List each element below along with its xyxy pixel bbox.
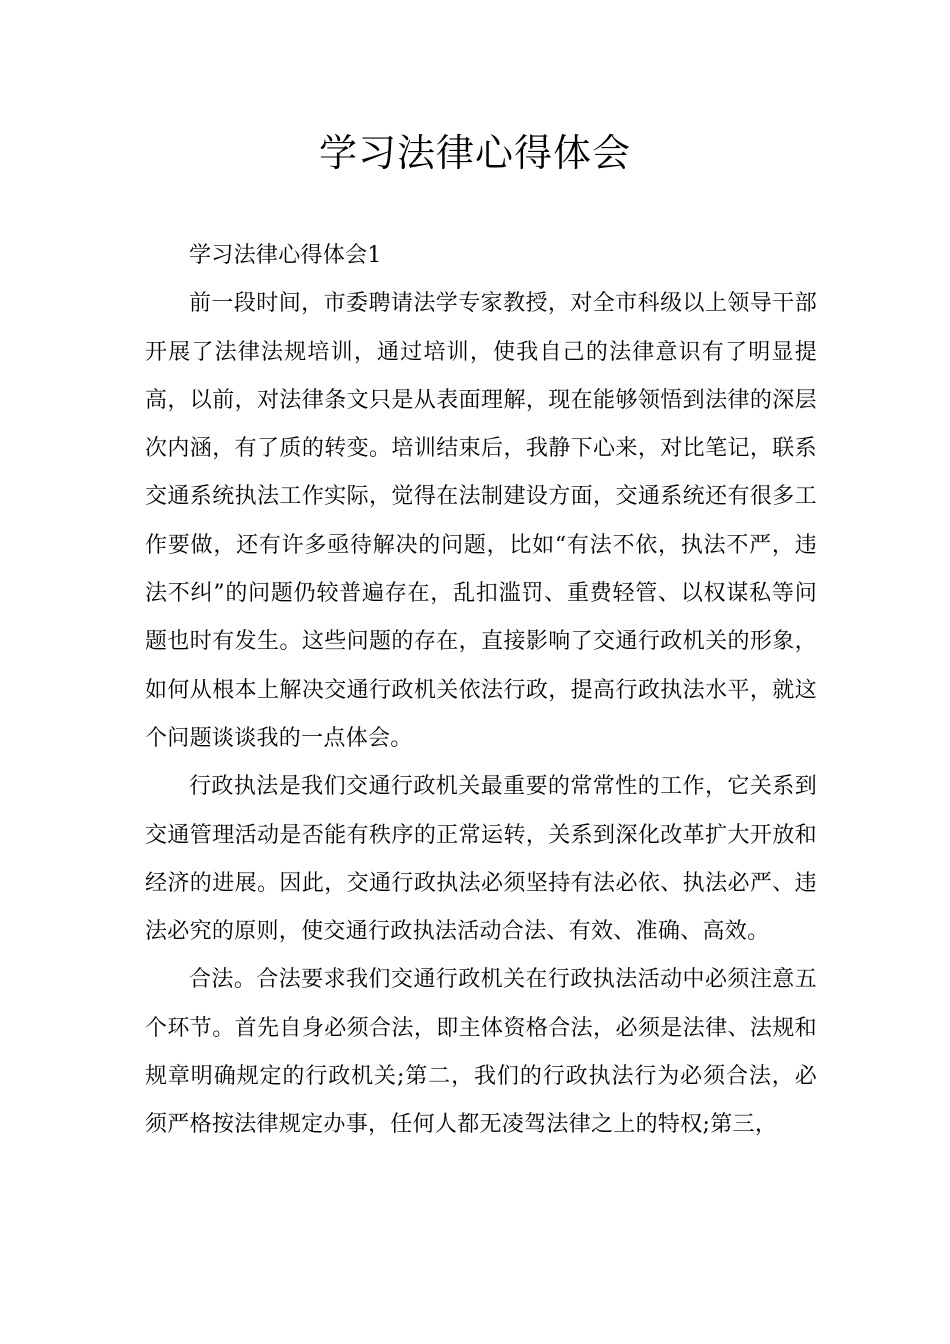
document-body <box>145 232 817 1150</box>
paragraph-1: 前一段时间，市委聘请法学专家教授，对全市科级以上领导干部开展了法律法规培训，通过培训，使我自己的法律意识有了明显提高，以前，对法律条文只是从表面理解，现在能够领悟到法律的深层次内涵，有了质的转变。培训结束后，我静下心来，对比笔记，联系交通系统执法工作实际，觉得在法制建设方面，交通系统还有很多工作要做，还有许多亟待解决的问题，比如“有法不依，执法不严，违法不纠”的问题仍较普遍存在，乱扣滥罚、重费轻管、以权谋私等问题也时有发生。这些问题的存在，直接影响了交通行政机关的形象，如何从根本上解决交通行政机关依法行政，提高行政执法水平，就这个问题谈谈我的一点体会。 <box>145 291 817 751</box>
paragraph-2: 行政执法是我们交通行政机关最重要的常常性的工作，它关系到交通管理活动是否能有秩序的正常运转，关系到深化改革扩大开放和经济的进展。因此，交通行政执法必须坚持有法必依、执法必严、违法必究的原则，使交通行政执法活动合法、有效、准确、高效。 <box>145 774 817 945</box>
paragraph-3: 合法。合法要求我们交通行政机关在行政执法活动中必须注意五个环节。首先自身必须合法，即主体资格合法，必须是法律、法规和规章明确规定的行政机关;第二，我们的行政执法行为必须合法，必须严格按法律规定办事，任何人都无凌驾法律之上的特权;第三， <box>145 967 817 1138</box>
document-title: 学习法律心得体会 <box>318 131 631 175</box>
section-heading: 学习法律心得体会1 <box>189 243 382 268</box>
